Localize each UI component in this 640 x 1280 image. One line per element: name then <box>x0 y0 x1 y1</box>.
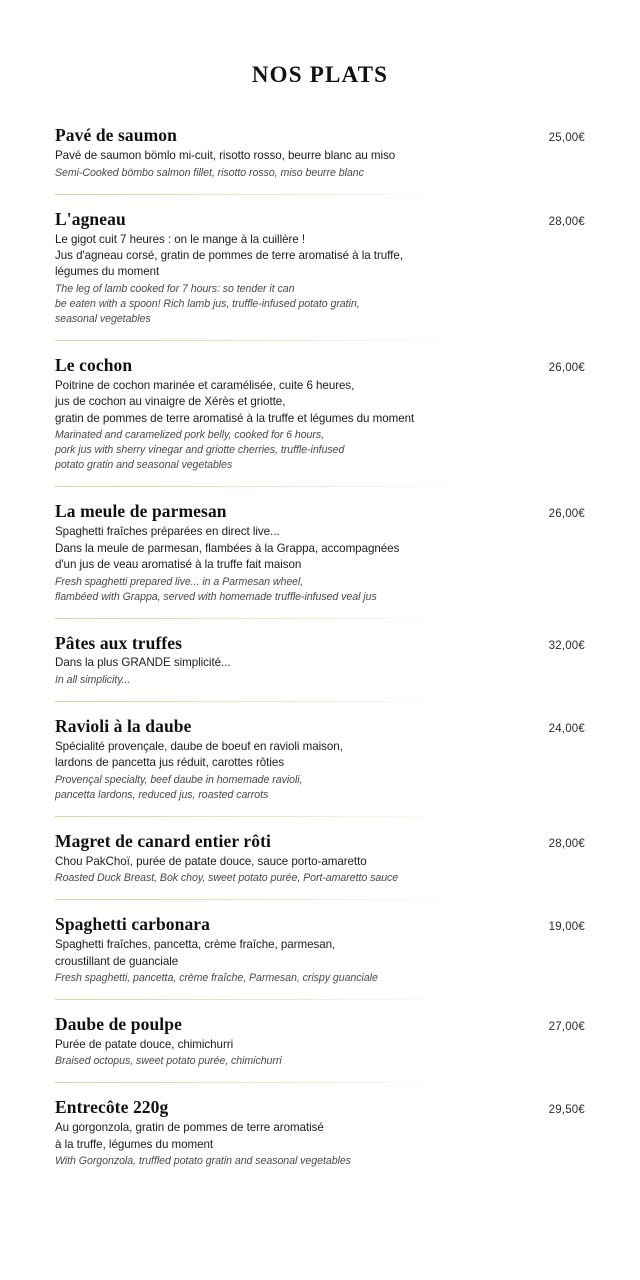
dish-price: 26,00€ <box>548 361 585 374</box>
dish-description-en <box>55 773 525 803</box>
dish-price: 25,00€ <box>548 132 585 145</box>
dish-name: Spaghetti carbonara <box>55 914 211 935</box>
dish-description-fr-line: Chou PakChoï, purée de patate douce, sauce porto-amaretto <box>55 854 367 868</box>
dish-item <box>55 340 585 473</box>
dish-description-en-line: Fresh spaghetti, pancetta, crème fraîche, Parmesan, crispy guanciale <box>55 971 378 984</box>
dish-description-fr <box>55 739 515 772</box>
dish-price: 24,00€ <box>548 722 585 735</box>
dish-name: L'agneau <box>55 208 126 229</box>
dish-divider <box>55 618 505 619</box>
dish-description-fr <box>55 524 515 573</box>
dish-header <box>55 355 585 377</box>
dish-description-en <box>55 1054 525 1069</box>
dish-description-en-line: Roasted Duck Breast, Bok choy, sweet potato purée, Port-amaretto sauce <box>55 872 399 885</box>
dish-divider <box>55 816 505 817</box>
dish-item <box>55 899 585 986</box>
dish-divider <box>55 194 505 195</box>
dish-description-en-line: Braised octopus, sweet potato purée, chimichurri <box>55 1055 282 1068</box>
dish-description-en <box>55 282 525 327</box>
dish-description-fr-line: Dans la meule de parmesan, flambées à la Grappa, accompagnées <box>55 541 400 555</box>
dish-item <box>55 194 585 327</box>
dish-item <box>55 618 585 688</box>
dish-divider <box>55 701 505 702</box>
dish-description-en <box>55 428 525 473</box>
dish-description-fr-line: Pavé de saumon bömlo mi-cuit, risotto rosso, beurre blanc au miso <box>55 149 396 163</box>
dish-description-en <box>55 575 525 605</box>
dish-description-fr-line: jus de cochon au vinaigre de Xérès et griotte, <box>55 395 286 409</box>
dish-description-fr <box>55 937 515 970</box>
dish-name: Pâtes aux truffes <box>55 632 183 653</box>
dish-header <box>55 1097 585 1119</box>
dish-description-en <box>55 673 525 688</box>
dish-divider <box>55 1082 505 1083</box>
dish-description-fr-line: Dans la plus GRANDE simplicité... <box>55 656 231 670</box>
dish-divider <box>55 899 505 900</box>
dish-description-fr <box>55 378 515 427</box>
dish-description-fr-line: Spécialité provençale, daube de boeuf en ravioli maison, <box>55 739 343 753</box>
dish-description-en-line: potato gratin and seasonal vegetables <box>55 459 233 472</box>
dish-price: 28,00€ <box>548 837 585 850</box>
dish-description-fr <box>55 1037 515 1053</box>
dish-description-fr-line: lardons de pancetta jus réduit, carottes rôties <box>55 756 285 770</box>
dish-description-en-line: seasonal vegetables <box>55 312 151 325</box>
dish-description-en-line: The leg of lamb cooked for 7 hours: so tender it can <box>55 282 295 295</box>
dish-description-en-line: pork jus with sherry vinegar and griotte cherries, truffle-infused <box>55 444 345 457</box>
dish-description-en-line: flambéed with Grappa, served with homemade truffle-infused veal jus <box>55 590 377 603</box>
dish-divider <box>55 340 505 341</box>
dish-description-en <box>55 971 525 986</box>
dish-description-en-line: Semi-Cooked bömbo salmon fillet, risotto rosso, miso beurre blanc <box>55 166 364 179</box>
dish-header <box>55 1014 585 1036</box>
dish-header <box>55 501 585 523</box>
dish-header <box>55 716 585 738</box>
dish-description-fr <box>55 854 515 870</box>
dish-description-en <box>55 1154 525 1169</box>
dish-description-fr-line: gratin de pommes de terre aromatisé à la truffe et légumes du moment <box>55 411 415 425</box>
dish-description-fr-line: d'un jus de veau aromatisé à la truffe fait maison <box>55 558 302 572</box>
dish-list <box>55 125 585 1169</box>
dish-divider <box>55 999 505 1000</box>
dish-item <box>55 816 585 886</box>
dish-price: 32,00€ <box>548 639 585 652</box>
dish-description-en-line: With Gorgonzola, truffled potato gratin and seasonal vegetables <box>55 1155 351 1168</box>
dish-description-en-line: Provençal specialty, beef daube in homemade ravioli, <box>55 773 303 786</box>
dish-description-fr-line: légumes du moment <box>55 265 160 279</box>
dish-description-fr <box>55 148 515 164</box>
dish-price: 29,50€ <box>548 1104 585 1117</box>
dish-item <box>55 125 585 180</box>
dish-description-fr-line: Spaghetti fraîches, pancetta, crème fraîche, parmesan, <box>55 938 336 952</box>
dish-price: 19,00€ <box>548 921 585 934</box>
dish-header <box>55 633 585 655</box>
dish-price: 26,00€ <box>548 508 585 521</box>
dish-item <box>55 486 585 604</box>
dish-description-fr <box>55 655 515 671</box>
dish-description-fr-line: Au gorgonzola, gratin de pommes de terre aromatisé <box>55 1121 324 1135</box>
dish-description-fr-line: croustillant de guanciale <box>55 954 179 968</box>
dish-divider <box>55 486 505 487</box>
dish-description-fr-line: à la truffe, légumes du moment <box>55 1137 214 1151</box>
dish-description-en-line: Fresh spaghetti prepared live... in a Parmesan wheel, <box>55 575 304 588</box>
dish-description-en-line: be eaten with a spoon! Rich lamb jus, truffle-infused potato gratin, <box>55 297 360 310</box>
dish-name: Ravioli à la daube <box>55 715 192 736</box>
dish-description-fr <box>55 1120 515 1153</box>
page-title: NOS PLATS <box>251 62 389 87</box>
dish-item <box>55 701 585 803</box>
dish-header <box>55 209 585 231</box>
dish-name: Entrecôte 220g <box>55 1097 169 1118</box>
dish-price: 27,00€ <box>548 1020 585 1033</box>
dish-name: La meule de parmesan <box>55 501 227 522</box>
dish-price: 28,00€ <box>548 215 585 228</box>
dish-description-fr-line: Spaghetti fraîches préparées en direct live... <box>55 525 280 539</box>
dish-header <box>55 125 585 147</box>
dish-description-en-line: pancetta lardons, reduced jus, roasted carrots <box>55 788 269 801</box>
dish-item <box>55 999 585 1069</box>
dish-item <box>55 1082 585 1169</box>
dish-description-fr-line: Le gigot cuit 7 heures : on le mange à la cuillère ! <box>55 232 306 246</box>
dish-name: Le cochon <box>55 354 133 375</box>
dish-description-en <box>55 871 525 886</box>
dish-header <box>55 831 585 853</box>
dish-description-fr-line: Poitrine de cochon marinée et caramélisée, cuite 6 heures, <box>55 378 355 392</box>
dish-description-fr-line: Purée de patate douce, chimichurri <box>55 1037 234 1051</box>
dish-description-fr <box>55 232 515 281</box>
dish-name: Pavé de saumon <box>55 125 177 146</box>
dish-description-en <box>55 166 525 181</box>
dish-name: Magret de canard entier rôti <box>55 830 271 851</box>
dish-description-en-line: Marinated and caramelized pork belly, cooked for 6 hours, <box>55 429 325 442</box>
dish-header <box>55 914 585 936</box>
dish-description-fr-line: Jus d'agneau corsé, gratin de pommes de terre aromatisé à la truffe, <box>55 248 403 262</box>
dish-description-en-line: In all simplicity... <box>55 673 131 686</box>
dish-name: Daube de poulpe <box>55 1013 182 1034</box>
